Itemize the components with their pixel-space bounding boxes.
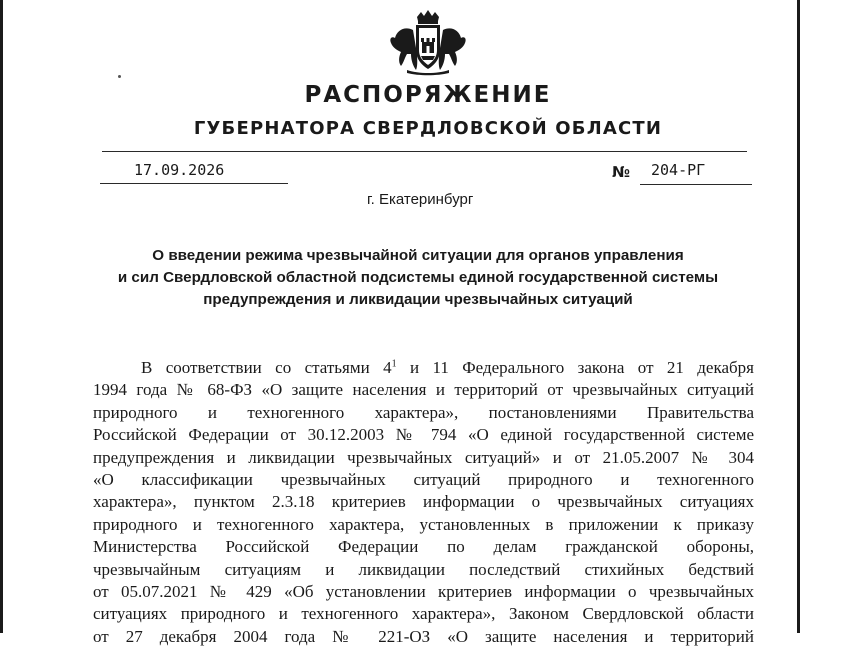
body-line: от 27 декабря 2004 года № 221-ОЗ «О защите населения и территорий (93, 626, 754, 646)
document-number: 204-РГ (651, 161, 706, 179)
document-title: РАСПОРЯЖЕНИЕ (304, 82, 552, 108)
document-subtitle: ГУБЕРНАТОРА СВЕРДЛОВСКОЙ ОБЛАСТИ (193, 118, 663, 139)
scan-mark (118, 75, 121, 78)
body-text-segment: В соответствии со статьями 4 (141, 358, 392, 377)
document-date: 17.09.2026 (134, 161, 225, 179)
number-sign: № (612, 163, 631, 181)
body-paragraph (93, 357, 754, 648)
body-line: предупреждения и ликвидации чрезвычайных ситуаций» и от 21.05.2007 № 304 (93, 447, 754, 467)
body-text-segment: и 11 Федерального закона от 21 декабря (396, 358, 754, 377)
body-line: природного и техногенного характера», постановлениями Правительства (93, 402, 754, 422)
number-underline (640, 184, 752, 185)
heading-line: и сил Свердловской областной подсистемы единой государственной системы (117, 269, 719, 286)
body-line (93, 357, 754, 379)
superscript: 1 (391, 358, 397, 370)
coat-of-arms-icon (383, 10, 473, 76)
body-line: природного и техногенного характера, установленных в приложении к приказу (93, 514, 754, 534)
document-city: г. Екатеринбург (367, 191, 474, 208)
body-line: 1994 года № 68-ФЗ «О защите населения и территорий от чрезвычайных ситуаций (93, 380, 754, 400)
body-line: чрезвычайным ситуациям и ликвидации последствий стихийных бедствий (93, 559, 754, 579)
body-line: Министерства Российской Федерации по делам гражданской обороны, (93, 537, 754, 557)
body-line: «О классификации чрезвычайных ситуаций природного и техногенного (93, 470, 754, 490)
document-heading (40, 245, 796, 311)
body-line: Российской Федерации от 30.12.2003 № 794 «О единой государственной системе (93, 425, 754, 445)
body-line: от 05.07.2021 № 429 «Об установлении критериев информации о чрезвычайных (93, 582, 754, 602)
body-line: характера», пунктом 2.3.18 критериев информации о чрезвычайных ситуациях (93, 492, 754, 512)
body-line: ситуациях природного и техногенного характера», Законом Свердловской области (93, 604, 754, 624)
heading-line: предупреждения и ликвидации чрезвычайных ситуаций (203, 291, 633, 308)
header-rule (102, 151, 747, 152)
heading-line: О введении режима чрезвычайной ситуации для органов управления (152, 247, 684, 264)
date-underline (100, 183, 288, 184)
